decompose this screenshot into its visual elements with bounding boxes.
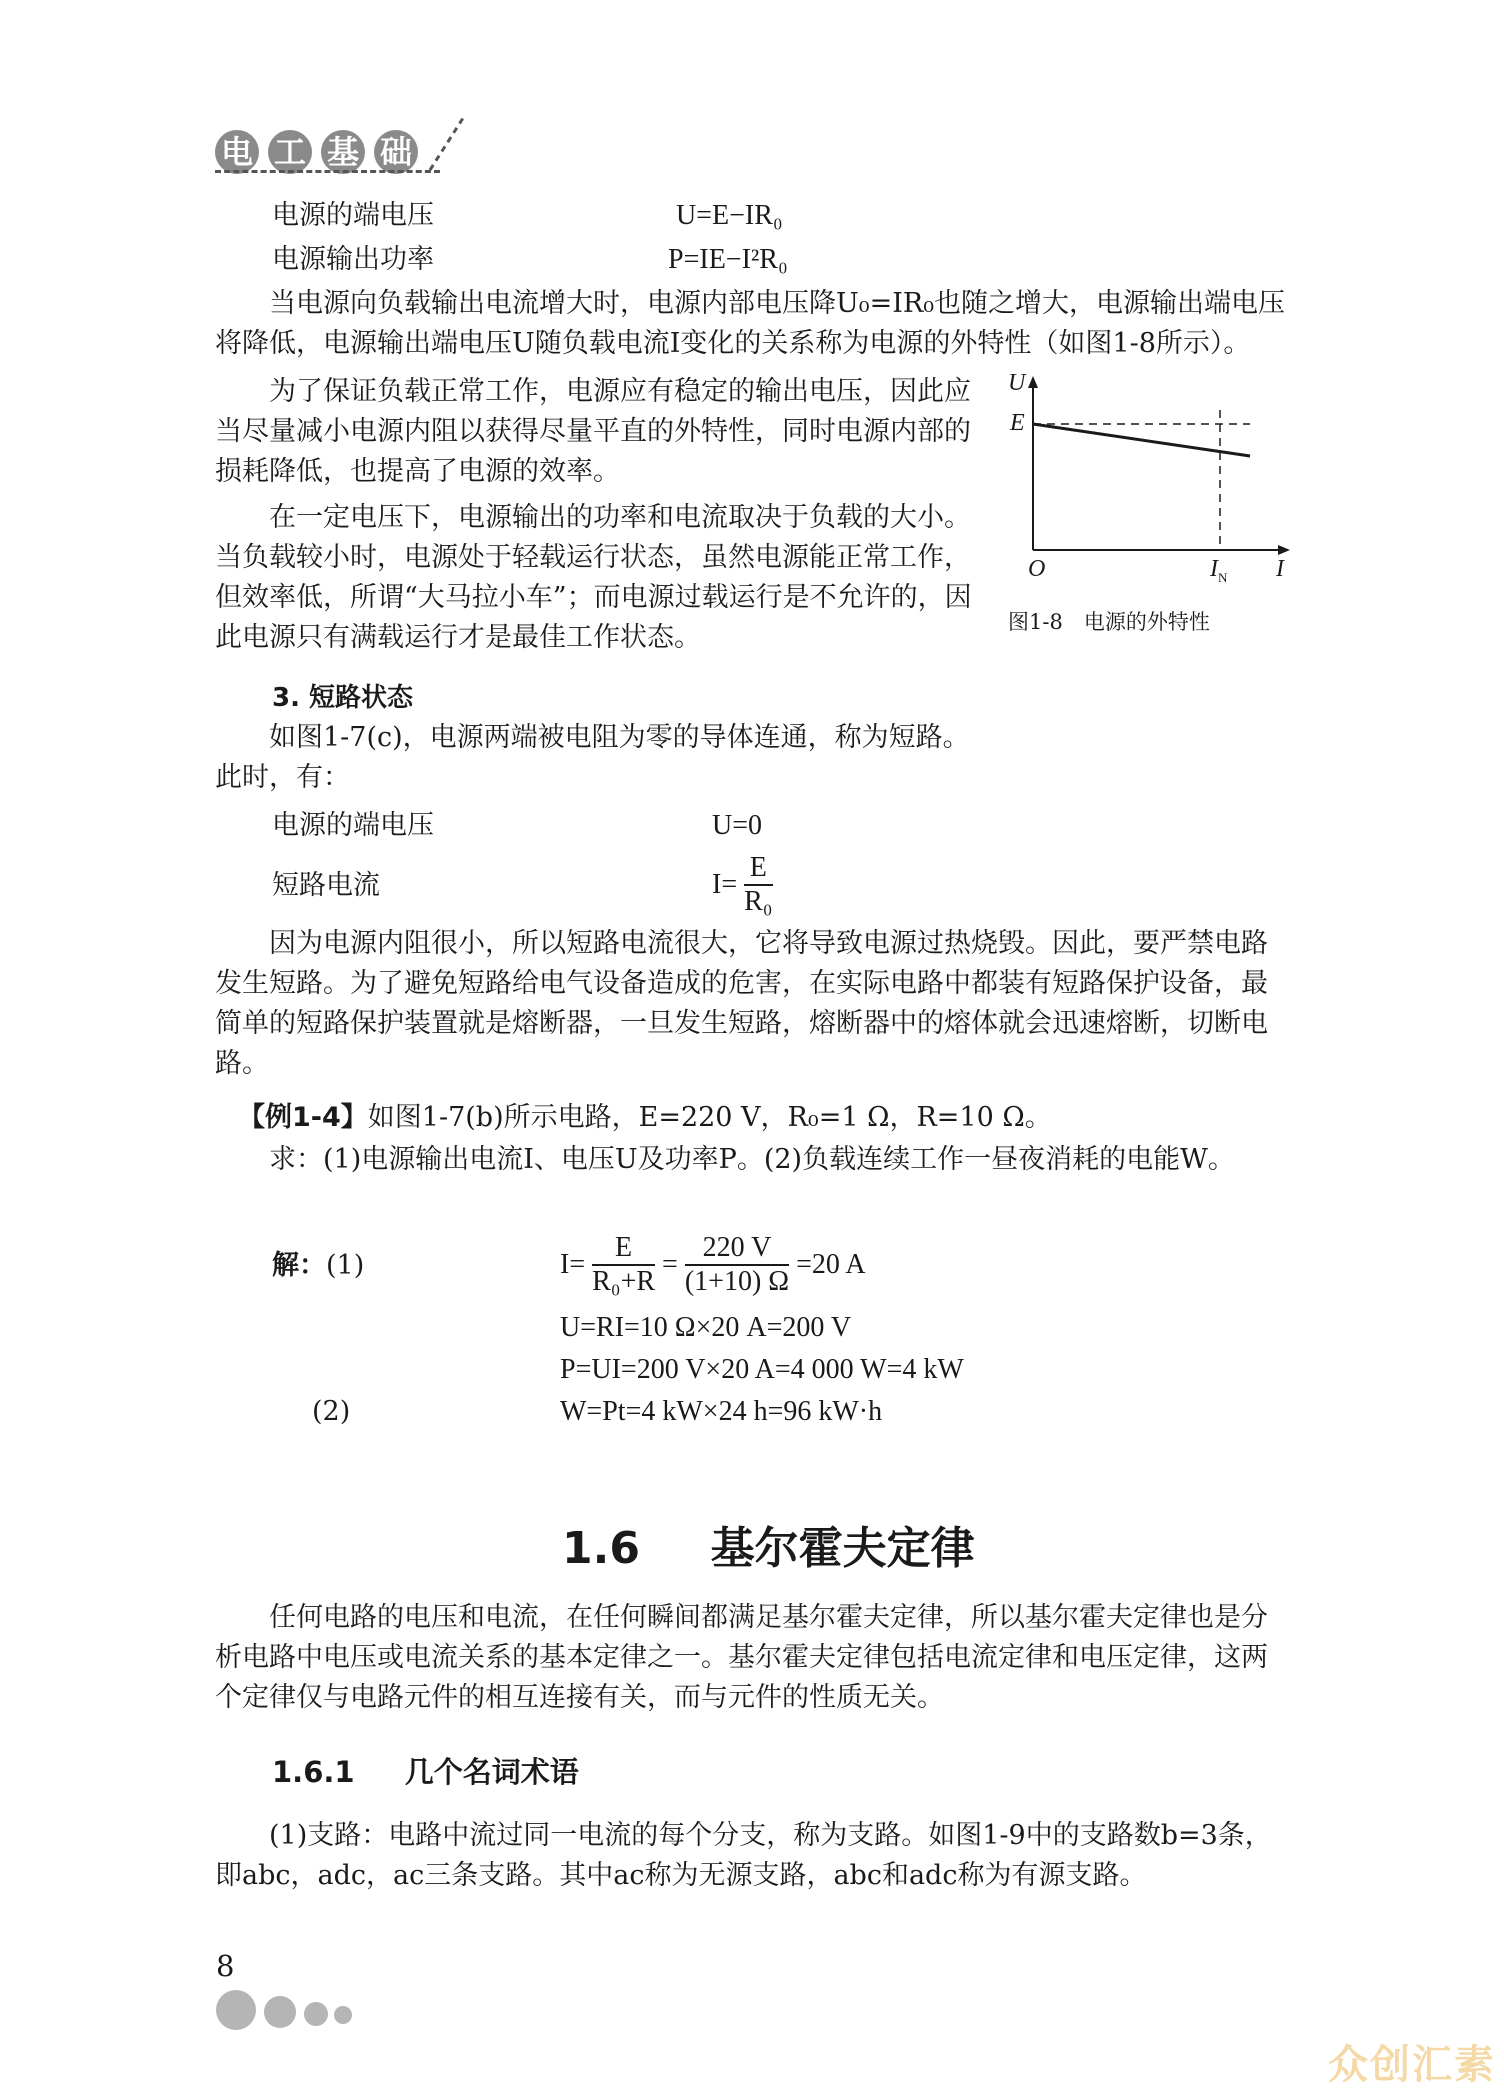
section-title: [562, 1512, 975, 1576]
subsection-title-text: 几个名词术语: [404, 1755, 579, 1789]
figure-u-label: U: [1008, 370, 1026, 396]
short-circuit-current-denominator: R₀: [744, 886, 773, 917]
figure-i-label: I: [1276, 556, 1284, 582]
paragraph-load-power: 在一定电压下，电源输出的功率和电流取决于负载的大小。当负载较小时，电源处于轻载运行状态，虽然电源能正常工作，但效率低，所谓“大马拉小车”；而电源过载运行是不允许的，因此电源只有满载运行才是最佳工作状态。: [215, 502, 972, 653]
header-char-4: 础: [374, 130, 418, 174]
subsection-title: [272, 1750, 579, 1791]
header-char-2: 工: [268, 130, 312, 174]
paragraph-stable-voltage: 为了保证负载正常工作，电源应有稳定的输出电压，因此应当尽量减小电源内阻以获得尽量平直的外特性，同时电源内部的损耗降低，也提高了电源的效率。: [215, 376, 971, 487]
example-question: 求：(1)电源输出电流I、电压U及功率P。(2)负载连续工作一昼夜消耗的电能W。: [269, 1144, 1235, 1175]
figure-1-8: [1000, 370, 1300, 650]
figure-characteristic-line: [1033, 424, 1250, 456]
footer-dot-1: [216, 1990, 256, 2030]
footer-dot-3: [304, 2002, 328, 2026]
figure-in-label: $I_N$: [1210, 556, 1228, 585]
header-char-3: 基: [321, 130, 365, 174]
figure-caption: 图1-8 电源的外特性: [1008, 610, 1210, 634]
term-branch-definition: (1)支路：电路中流过同一电流的每个分支，称为支路。如图1-9中的支路数b=3条，即abc，adc，ac三条支路。其中ac称为无源支路，abc和adc称为有源支路。: [215, 1820, 1272, 1891]
page-number: 8: [216, 1949, 235, 1983]
short-circuit-voltage-eq: U=0: [712, 810, 763, 841]
figure-y-axis-arrow: [1028, 376, 1038, 388]
formula-terminal-voltage: U=E−IR₀: [676, 200, 783, 231]
solution-line-4: W=Pt=4 kW×24 h=96 kW·h: [560, 1396, 883, 1427]
header-slash-decoration: [425, 110, 475, 175]
short-circuit-heading: 3. 短路状态: [272, 683, 414, 713]
solution-line-2: U=RI=10 Ω×20 A=200 V: [560, 1312, 852, 1343]
example-statement: 【例1-4】如图1-7(b)所示电路，E=220 V，R₀=1 Ω，R=10 Ω。: [238, 1102, 1052, 1133]
solution-tag-line: 解：(1): [272, 1250, 365, 1281]
figure-e-label: E: [1010, 410, 1025, 436]
solution-line-1: I= $\frac{E}{\text{R₀+R}}$ = $\frac{220 V}{(1+10) \Omega}$ =20 A: [560, 1232, 866, 1297]
short-circuit-current-eq: I= $\frac{E}{\text{R₀}}$: [712, 852, 773, 917]
section-intro: 任何电路的电压和电流，在任何瞬间都满足基尔霍夫定律，所以基尔霍夫定律也是分析电路中电压或电流关系的基本定律之一。基尔霍夫定律包括电流定律和电压定律，这两个定律仅与电路元件的相互连接有关，而与元件的性质无关。: [215, 1602, 1268, 1713]
short-circuit-current-numerator: E: [744, 852, 772, 886]
short-circuit-intro: 如图1-7(c)，电源两端被电阻为零的导体连通，称为短路。此时，有：: [215, 722, 970, 793]
solution-part-2: (2): [312, 1396, 351, 1427]
formula-output-power: P=IE−I²R₀: [668, 244, 788, 275]
figure-1-8-plot: [1000, 370, 1300, 580]
footer-dot-4: [334, 2006, 352, 2024]
solution-line-3: P=UI=200 V×20 A=4 000 W=4 kW: [560, 1354, 964, 1385]
footer-dot-2: [264, 1996, 296, 2028]
watermark: 众创汇素: [1328, 2042, 1496, 2088]
header-char-1: 电: [215, 130, 259, 174]
section-number: 1.6: [562, 1523, 640, 1574]
formula-label-output-power: 电源输出功率: [272, 244, 434, 275]
short-circuit-label-voltage: 电源的端电压: [272, 810, 434, 841]
example-tag: 【例1-4】: [238, 1102, 368, 1133]
section-title-text: 基尔霍夫定律: [710, 1523, 975, 1574]
short-circuit-explanation: 因为电源内阻很小，所以短路电流很大，它将导致电源过热烧毁。因此，要严禁电路发生短路。为了避免短路给电气设备造成的危害，在实际电路中都装有短路保护设备，最简单的短路保护装置就是熔断器，一旦发生短路，熔断器中的熔体就会迅速熔断，切断电路。: [215, 928, 1268, 1079]
formula-label-terminal-voltage: 电源的端电压: [272, 200, 434, 231]
header-underline: [215, 170, 440, 173]
figure-x-axis-arrow: [1278, 545, 1290, 555]
paragraph-external-characteristic: 当电源向负载输出电流增大时，电源内部电压降U₀=IR₀也随之增大，电源输出端电压将降低，电源输出端电压U随负载电流I变化的关系称为电源的外特性（如图1-8所示）。: [215, 288, 1286, 359]
figure-origin-label: O: [1028, 556, 1046, 582]
short-circuit-label-current: 短路电流: [272, 870, 380, 901]
subsection-number: 1.6.1: [272, 1755, 355, 1789]
